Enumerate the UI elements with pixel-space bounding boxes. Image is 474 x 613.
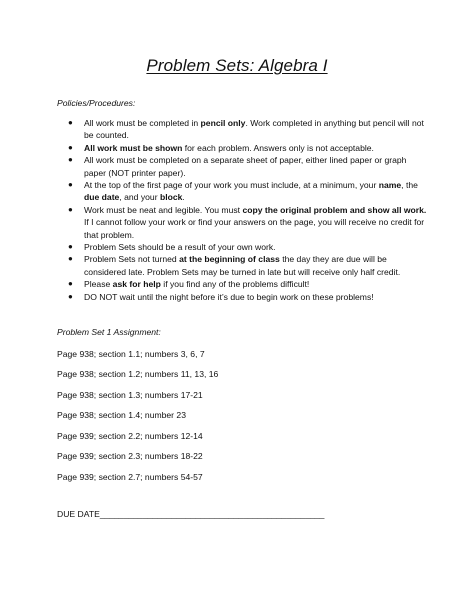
policy-item: [57, 241, 429, 253]
policy-emphasis: ask for help: [112, 279, 161, 290]
policy-item: [57, 278, 429, 290]
policy-emphasis: All work must be shown: [84, 142, 183, 153]
assignment-line: Page 939; section 2.3; numbers 18-22: [57, 451, 203, 461]
assignment-line: Page 938; section 1.1; numbers 3, 6, 7: [57, 349, 205, 359]
policy-item: [57, 179, 429, 204]
bullet-icon: ●: [68, 118, 73, 127]
policy-item: [57, 291, 429, 303]
bullet-icon: ●: [68, 204, 73, 214]
policy-item: [57, 253, 429, 278]
policy-emphasis: block: [159, 192, 183, 203]
assignment-line: Page 939; section 2.7; numbers 54-57: [57, 472, 203, 482]
policy-text: All work must be completed in: [84, 118, 201, 128]
policy-text: If I cannot follow your work or find your answers on the page, you will receive no credit for that problem.: [84, 217, 425, 240]
policy-item: [57, 154, 429, 179]
policy-text: . Work completed in anything but pencil will not be counted.: [84, 118, 424, 141]
due-date-line: DUE DATE_______________________________________________: [57, 509, 325, 519]
policy-item: [57, 204, 429, 241]
bullet-icon: ●: [68, 291, 73, 301]
policy-emphasis: due date: [84, 192, 120, 203]
policy-emphasis: pencil only: [200, 118, 246, 128]
policy-emphasis: copy the original problem and show all work.: [242, 204, 427, 215]
page-title: Problem Sets: Algebra I: [146, 56, 328, 75]
policy-text: All work must be completed on a separate sheet of paper, either lined paper or graph paper (NOT printer paper).: [84, 155, 407, 178]
policies-list: [57, 117, 429, 303]
assignment-line: Page 939; section 2.2; numbers 12-14: [57, 431, 203, 441]
policy-text: if you find any of the problems difficult!: [160, 279, 310, 290]
policies-label: Policies/Procedures:: [57, 98, 136, 108]
bullet-icon: ●: [68, 180, 73, 190]
bullet-icon: ●: [68, 242, 73, 252]
policy-text: Problem Sets not turned: [84, 254, 180, 265]
policy-text: At the top of the first page of your work you must include, at a minimum, your: [84, 180, 379, 191]
policy-emphasis: name: [378, 180, 402, 191]
bullet-icon: ●: [68, 254, 73, 264]
policy-text: , and your: [119, 192, 160, 203]
bullet-icon: ●: [68, 279, 73, 289]
policy-text: Problem Sets should be a result of your own work.: [84, 242, 276, 253]
policy-text: the day they are due will be considered late. Problem Sets may be turned in late but will receive only half credit.: [84, 254, 401, 277]
policy-text: , the: [401, 180, 418, 191]
policy-item: [57, 142, 429, 154]
policy-text: DO NOT wait until the night before it’s due to begin work on these problems!: [84, 291, 374, 302]
policy-item: [57, 117, 429, 142]
assignment-label: Problem Set 1 Assignment:: [57, 327, 161, 337]
policy-text: .: [182, 192, 185, 203]
assignment-line: Page 938; section 1.2; numbers 11, 13, 16: [57, 369, 219, 379]
policy-text: Please: [84, 279, 113, 290]
assignment-line: Page 938; section 1.4; number 23: [57, 410, 186, 420]
policy-emphasis: at the beginning of class: [179, 254, 280, 265]
assignment-line: Page 938; section 1.3; numbers 17-21: [57, 390, 203, 400]
policy-text: Work must be neat and legible. You must: [84, 204, 243, 215]
bullet-icon: ●: [68, 155, 73, 165]
policy-text: for each problem. Answers only is not acceptable.: [182, 142, 374, 153]
bullet-icon: ●: [68, 142, 73, 152]
